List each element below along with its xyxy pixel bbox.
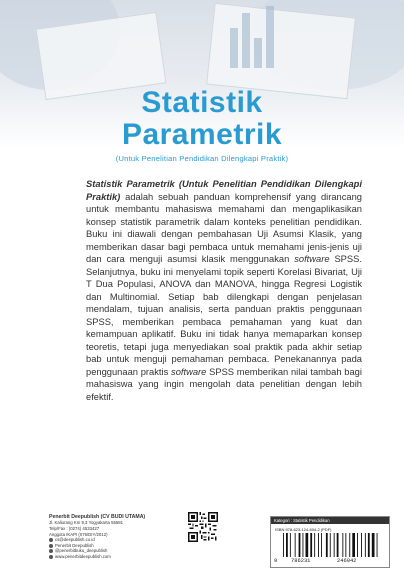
barcode-stripe — [361, 533, 362, 557]
blurb-software-2: software — [171, 366, 207, 377]
email-icon — [49, 538, 53, 542]
barcode-stripe — [295, 533, 296, 557]
barcode-stripe — [334, 533, 335, 557]
barcode-stripe — [345, 533, 346, 557]
publisher-website: www.penerbitdeepublish.com — [55, 553, 111, 559]
title-line-1: Statistik — [141, 86, 263, 119]
publisher-member: Anggota IKAPI (076/DIY/2012) — [49, 531, 108, 537]
barcode-stripe — [318, 533, 319, 557]
barcode-stripe — [349, 533, 350, 557]
category-label: Kategori : Statistik Pendidikan — [271, 517, 389, 524]
publisher-email: cs@deepublish.co.id — [55, 537, 95, 543]
blurb-book-title: Statistik Parametrik — [86, 179, 175, 189]
barcode-stripe — [283, 533, 284, 557]
publisher-facebook: Penerbit Deepublish — [55, 542, 94, 548]
barcode-stripe — [372, 533, 375, 557]
publisher-phone: Telp/Fax : (0274) 4533427 — [49, 526, 100, 531]
publisher-info — [49, 514, 199, 560]
blurb-part-2: SPSS. Selanjutnya, buku ini menyelami topik seperti Korelasi Bivariat, Uji T Dua Populasi, ANOVA dan MANOVA, hingga Regresi Logistik dan Multinomial. Setiap bab dilengkapi dengan penjelasan mendalam, tujuan analisis, serta panduan praktis penggunaan SPSS, memberikan pembaca pemahaman yang kuat dan kemampuan aplikatif. Buku ini tidak hanya memaparkan konsep teoretis, tetapi juga menyediakan soal praktik pada akhir setiap bab untuk menguji pemahaman pembaca. Penekanannya pada penggunaan praktis — [86, 254, 362, 377]
title-line-2: Parametrik — [121, 118, 283, 151]
barcode-stripe — [286, 533, 288, 557]
barcode-digits-right: 246042 — [337, 558, 357, 564]
barcode-stripe — [321, 533, 322, 557]
barcode-stripe — [314, 533, 315, 557]
back-cover-blurb — [86, 178, 362, 403]
globe-icon — [49, 555, 53, 559]
qr-code — [188, 512, 218, 542]
blurb-part-1: adalah sebuah panduan komprehensif yang dirancang untuk membantu mahasiswa memahami dan mengaplikasikan konsep statistik parametrik dalam konteks penelitian pendidikan. Buku ini diawali dengan pembahasan Uji Asumsi Klasik, yang memberikan dasar bagi pembaca untuk memahami jenis-jenis uji dan cara menguji asumsi klasik menggunakan — [86, 191, 362, 264]
barcode-stripe — [290, 533, 291, 557]
barcode-stripe — [357, 533, 358, 557]
isbn-barcode-box — [270, 516, 390, 568]
barcode-stripe — [330, 533, 331, 557]
blurb-part-3: SPSS memberikan nilai tambah bagi mahasiswa yang ingin mengolah data penelitian dengan lebih efektif. — [86, 366, 362, 402]
barcode-stripe — [299, 533, 301, 557]
subtitle: (Untuk Penelitian Pendidikan Dilengkapi Praktik) — [115, 154, 289, 163]
blurb-book-subtitle: (Untuk Penelitian Pendidikan Dilengkapi Praktik) — [86, 179, 362, 202]
isbn-label: ISBN 978-623-124-604-2 (PDF) — [275, 527, 332, 532]
barcode-digits-left: 786231 — [291, 558, 311, 564]
instagram-icon — [49, 549, 53, 553]
barcode-stripe — [365, 533, 366, 557]
barcode-stripe — [306, 533, 309, 557]
barcode-stripe — [377, 533, 378, 557]
barcode-stripe — [310, 533, 312, 557]
barcode-digit-lead: 9 — [274, 558, 278, 564]
facebook-icon — [49, 544, 53, 548]
publisher-name: Penerbit Deepublish (CV BUDI UTAMA) — [49, 514, 146, 520]
barcode-stripe — [352, 533, 355, 557]
barcode-bars — [275, 533, 385, 557]
publisher-instagram: @penerbitbuku_deepublish — [55, 548, 108, 554]
barcode-stripe — [342, 533, 343, 557]
barcode-stripe — [303, 533, 304, 557]
barcode-stripe — [326, 533, 328, 557]
publisher-address: Jl. Kaliurang Km 9,3 Yogyakarta 55581 — [49, 520, 124, 526]
barcode-stripe — [368, 533, 370, 557]
barcode-stripe — [337, 533, 339, 557]
blurb-software-1: software — [294, 254, 330, 264]
